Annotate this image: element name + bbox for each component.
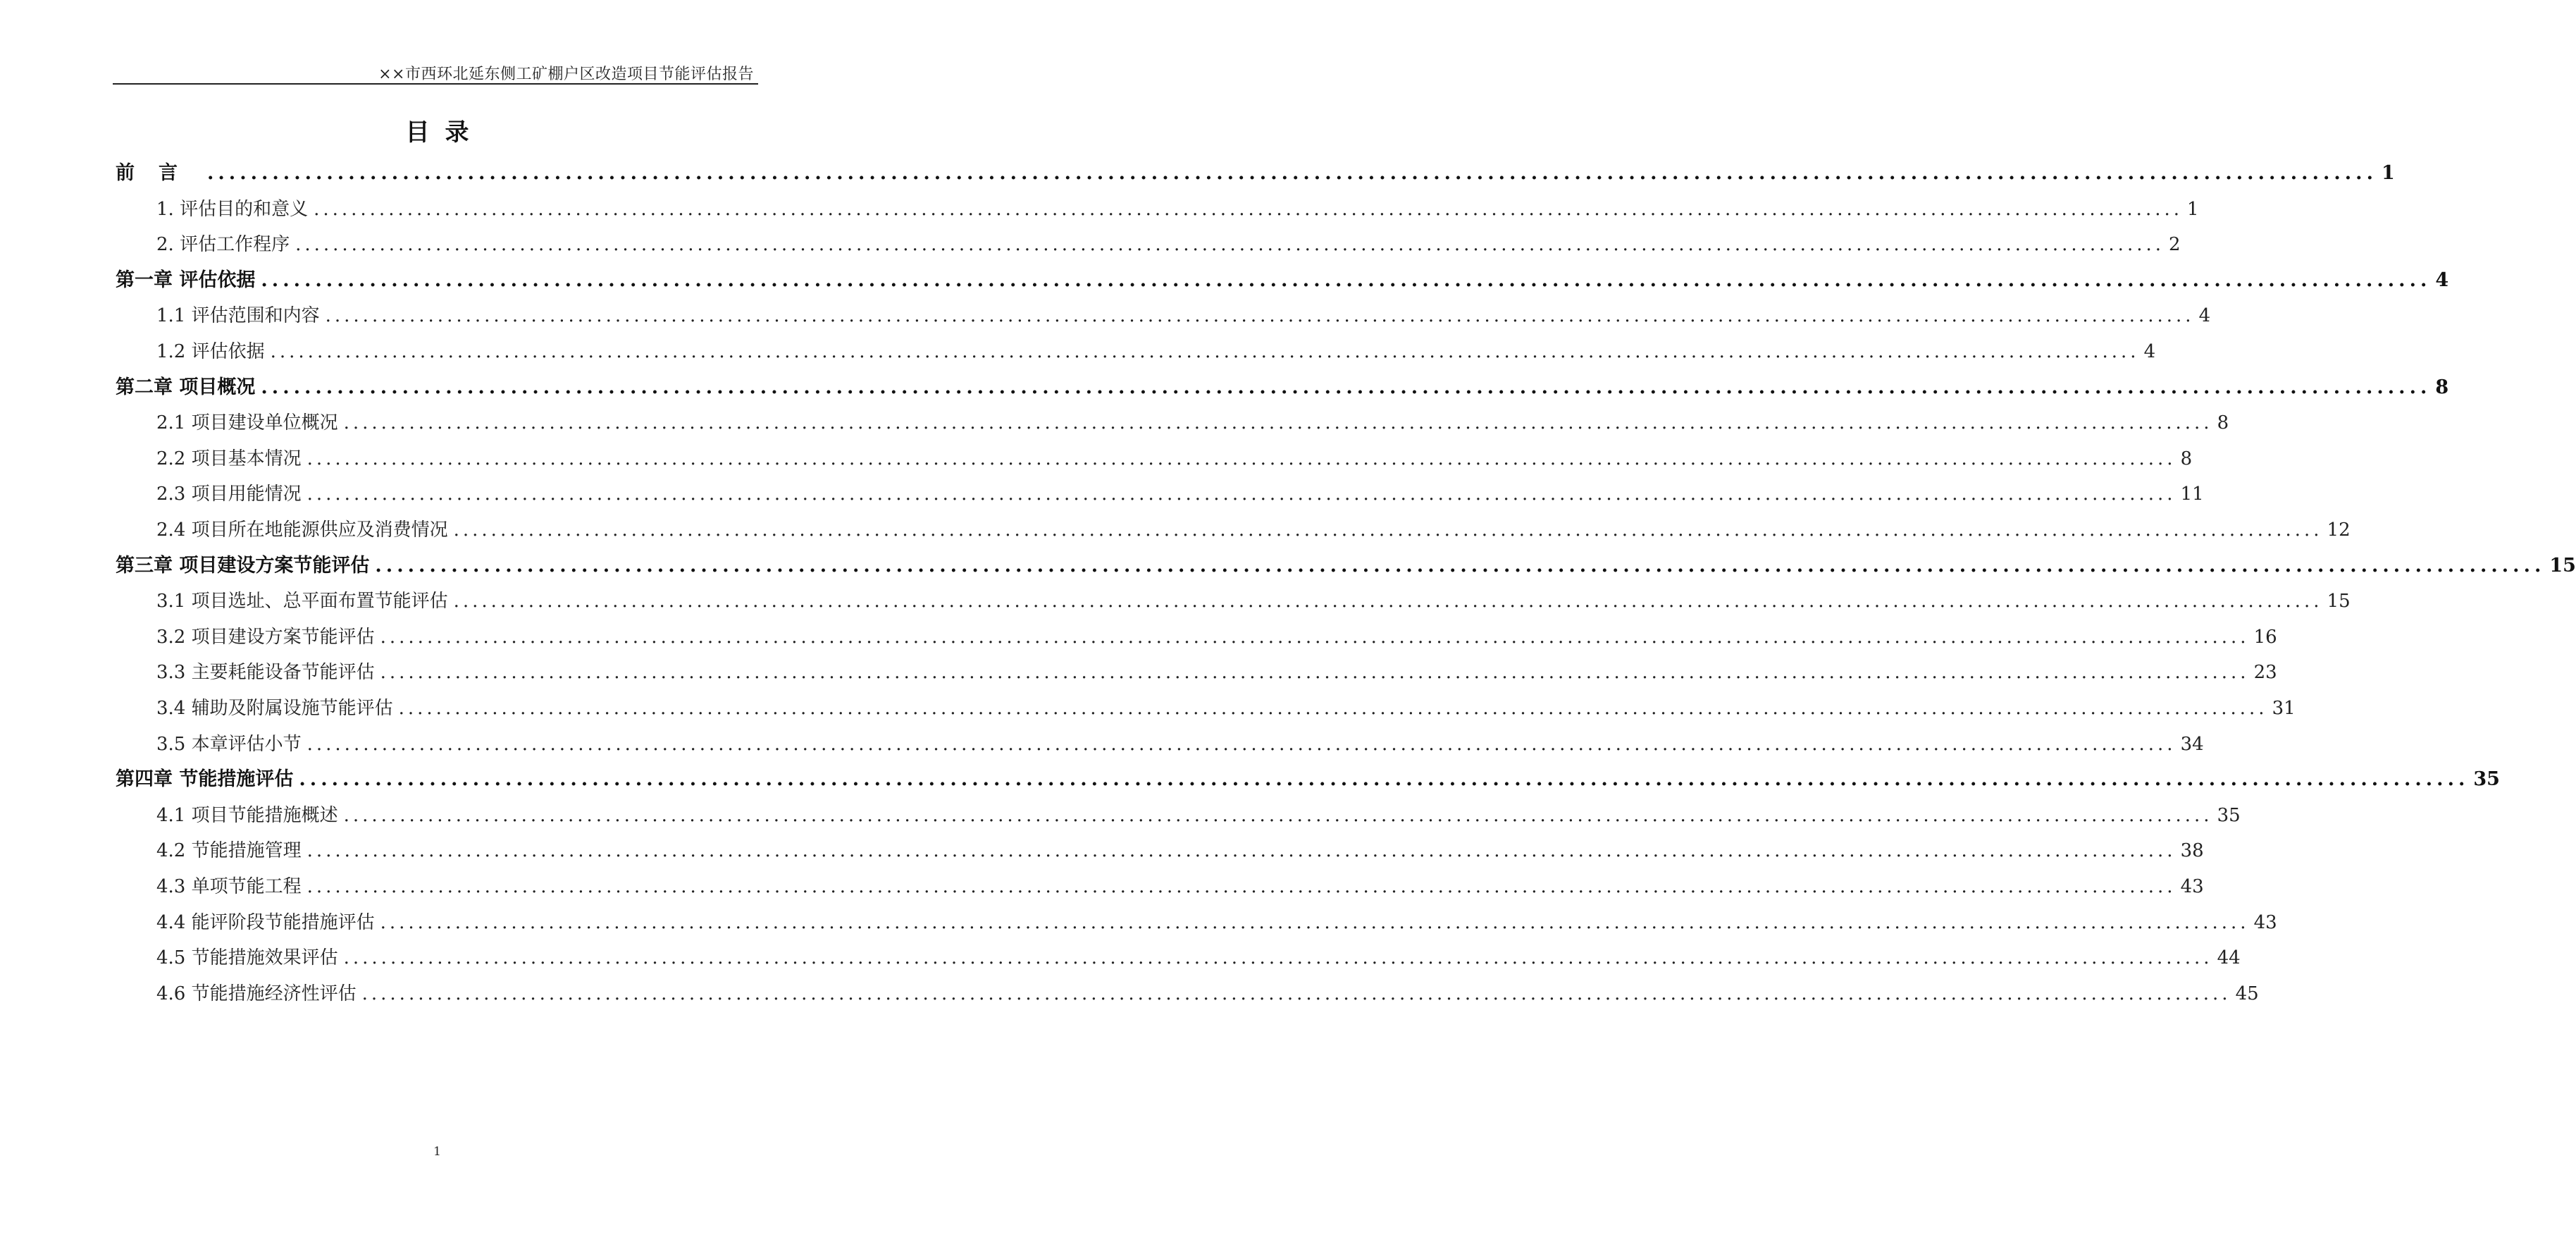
toc-entry-label: 4.2 节能措施管理 (156, 840, 302, 862)
toc-section-entry[interactable] (156, 586, 2351, 617)
toc-entry-page: 43 (2180, 876, 2204, 897)
toc-chapter-entry[interactable] (116, 265, 2449, 296)
toc-entry-page: 8 (2435, 376, 2449, 398)
page-number: 1 (433, 1145, 441, 1159)
toc-leader-dots: ........................................................................................................................................................................................................ (261, 376, 2432, 398)
toc-entry-label: 第四章 节能措施评估 (116, 768, 294, 791)
toc-entry-label: 3.4 辅助及附属设施节能评估 (156, 698, 393, 719)
report-title: ××市西环北延东侧工矿棚户区改造项目节能评估报告 (378, 66, 754, 83)
toc-entry-page: 12 (2327, 519, 2351, 541)
toc-section-entry[interactable] (156, 907, 2277, 938)
toc-entry-page: 2 (2169, 234, 2181, 256)
toc-entry-label: 3.3 主要耗能设备节能评估 (156, 662, 375, 684)
toc-section-entry[interactable] (156, 443, 2193, 474)
toc-entry-page: 15 (2327, 591, 2351, 613)
toc-entry-label: 3.1 项目选址、总平面布置节能评估 (156, 591, 448, 613)
toc-section-entry[interactable] (156, 300, 2211, 331)
toc-entry-page: 38 (2180, 840, 2204, 862)
toc-entry-label: 2.3 项目用能情况 (156, 484, 302, 505)
toc-leader-dots: ........................................................................................................................................................................................................ (295, 234, 2165, 256)
toc-entry-label: 第一章 评估依据 (116, 269, 256, 291)
toc-entry-page: 1 (2187, 198, 2199, 220)
toc-leader-dots: ........................................................................................................................................................................................................ (375, 554, 2546, 577)
toc-section-entry[interactable] (156, 800, 2241, 831)
toc-entry-page: 8 (2180, 448, 2193, 469)
toc-entry-label: 第三章 项目建设方案节能评估 (116, 554, 370, 577)
toc-leader-dots: ........................................................................................................................................................................................................ (453, 519, 2323, 541)
toc-section-entry[interactable] (156, 515, 2351, 546)
toc-entry-label: 2.1 项目建设单位概况 (156, 412, 338, 434)
toc-entry-page: 31 (2272, 698, 2296, 719)
toc-section-entry[interactable] (156, 336, 2156, 367)
toc-entry-page: 43 (2253, 911, 2277, 933)
toc-entry-label: 1. 评估目的和意义 (156, 198, 309, 220)
toc-leader-dots: ........................................................................................................................................................................................................ (380, 911, 2250, 933)
toc-section-entry[interactable] (156, 479, 2204, 510)
toc-leader-dots: ........................................................................................................................................................................................................ (299, 768, 2470, 791)
toc-leader-dots: ........................................................................................................................................................................................................ (270, 341, 2140, 362)
toc-chapter-entry[interactable] (116, 372, 2449, 403)
toc-entry-page: 4 (2198, 305, 2211, 327)
toc-entry-label: 1.2 评估依据 (156, 341, 265, 362)
toc-leader-dots: ........................................................................................................................................................................................................ (453, 591, 2323, 613)
toc-entry-label: 前言 (116, 162, 202, 184)
toc-section-entry[interactable] (156, 871, 2204, 902)
toc-leader-dots: ........................................................................................................................................................................................................ (361, 983, 2231, 1004)
toc-entry-page: 4 (2143, 341, 2156, 362)
toc-section-entry[interactable] (156, 835, 2204, 866)
toc-section-entry[interactable] (156, 657, 2277, 688)
toc-section-entry[interactable] (156, 194, 2199, 225)
toc-leader-dots: ........................................................................................................................................................................................................ (306, 733, 2176, 755)
toc-leader-dots: ........................................................................................................................................................................................................ (343, 804, 2213, 826)
toc-entry-label: 4.4 能评阶段节能措施评估 (156, 911, 375, 933)
page-header (113, 59, 758, 85)
toc-entry-label: 4.1 项目节能措施概述 (156, 804, 338, 826)
toc-title: 目录 (405, 118, 485, 147)
toc-leader-dots: ........................................................................................................................................................................................................ (261, 269, 2432, 291)
toc-leader-dots: ........................................................................................................................................................................................................ (325, 305, 2195, 327)
toc-section-entry[interactable] (156, 622, 2277, 653)
toc-entry-label: 3.2 项目建设方案节能评估 (156, 626, 375, 648)
toc-entry-page: 45 (2235, 983, 2259, 1004)
toc-entry-label: 1.1 评估范围和内容 (156, 305, 320, 327)
toc-section-entry[interactable] (156, 229, 2181, 260)
toc-entry-label: 3.5 本章评估小节 (156, 733, 302, 755)
toc-entry-page: 35 (2217, 804, 2241, 826)
toc-entry-label: 2.4 项目所在地能源供应及消费情况 (156, 519, 448, 541)
toc-entry-label: 2.2 项目基本情况 (156, 448, 302, 469)
toc-entry-page: 34 (2180, 733, 2204, 755)
toc-leader-dots: ........................................................................................................................................................................................................ (380, 662, 2250, 684)
toc-leader-dots: ........................................................................................................................................................................................................ (306, 448, 2176, 469)
toc-entry-page: 35 (2473, 768, 2500, 791)
toc-section-entry[interactable] (156, 407, 2229, 438)
toc-chapter-entry[interactable] (116, 764, 2500, 795)
toc-entry-page: 44 (2217, 947, 2241, 969)
toc-leader-dots: ........................................................................................................................................................................................................ (306, 484, 2176, 505)
toc-section-entry[interactable] (156, 942, 2241, 973)
toc-entry-label: 2. 评估工作程序 (156, 234, 290, 256)
toc-leader-dots: ........................................................................................................................................................................................................ (398, 698, 2268, 719)
toc-entry-page: 15 (2549, 554, 2576, 577)
toc-entry-page: 11 (2180, 484, 2204, 505)
toc-entry-page: 4 (2435, 269, 2449, 291)
toc-entry-page: 16 (2253, 626, 2277, 648)
toc-chapter-entry[interactable] (116, 550, 2576, 581)
toc-leader-dots: ........................................................................................................................................................................................................ (343, 947, 2213, 969)
toc-leader-dots: ........................................................................................................................................................................................................ (306, 840, 2176, 862)
toc-leader-dots: ........................................................................................................................................................................................................ (314, 198, 2184, 220)
toc-leader-dots: ........................................................................................................................................................................................................ (343, 412, 2213, 434)
toc-section-entry[interactable] (156, 729, 2204, 760)
toc-entry-label: 第二章 项目概况 (116, 376, 256, 398)
toc-section-entry[interactable] (156, 978, 2259, 1009)
toc-entry-label: 4.3 单项节能工程 (156, 876, 302, 897)
toc-entry-page: 23 (2253, 662, 2277, 684)
toc-leader-dots: ........................................................................................................................................................................................................ (306, 876, 2176, 897)
toc-leader-dots: ........................................................................................................................................................................................................ (380, 626, 2250, 648)
toc-section-entry[interactable] (156, 693, 2296, 724)
toc-entry-page: 8 (2217, 412, 2229, 434)
toc-entry-label: 4.5 节能措施效果评估 (156, 947, 338, 969)
toc-entry-label: 4.6 节能措施经济性评估 (156, 983, 357, 1004)
toc-entry-page: 1 (2381, 162, 2395, 184)
toc-chapter-entry[interactable] (116, 158, 2395, 189)
toc-leader-dots: ........................................................................................................................................................................................................ (207, 162, 2377, 184)
